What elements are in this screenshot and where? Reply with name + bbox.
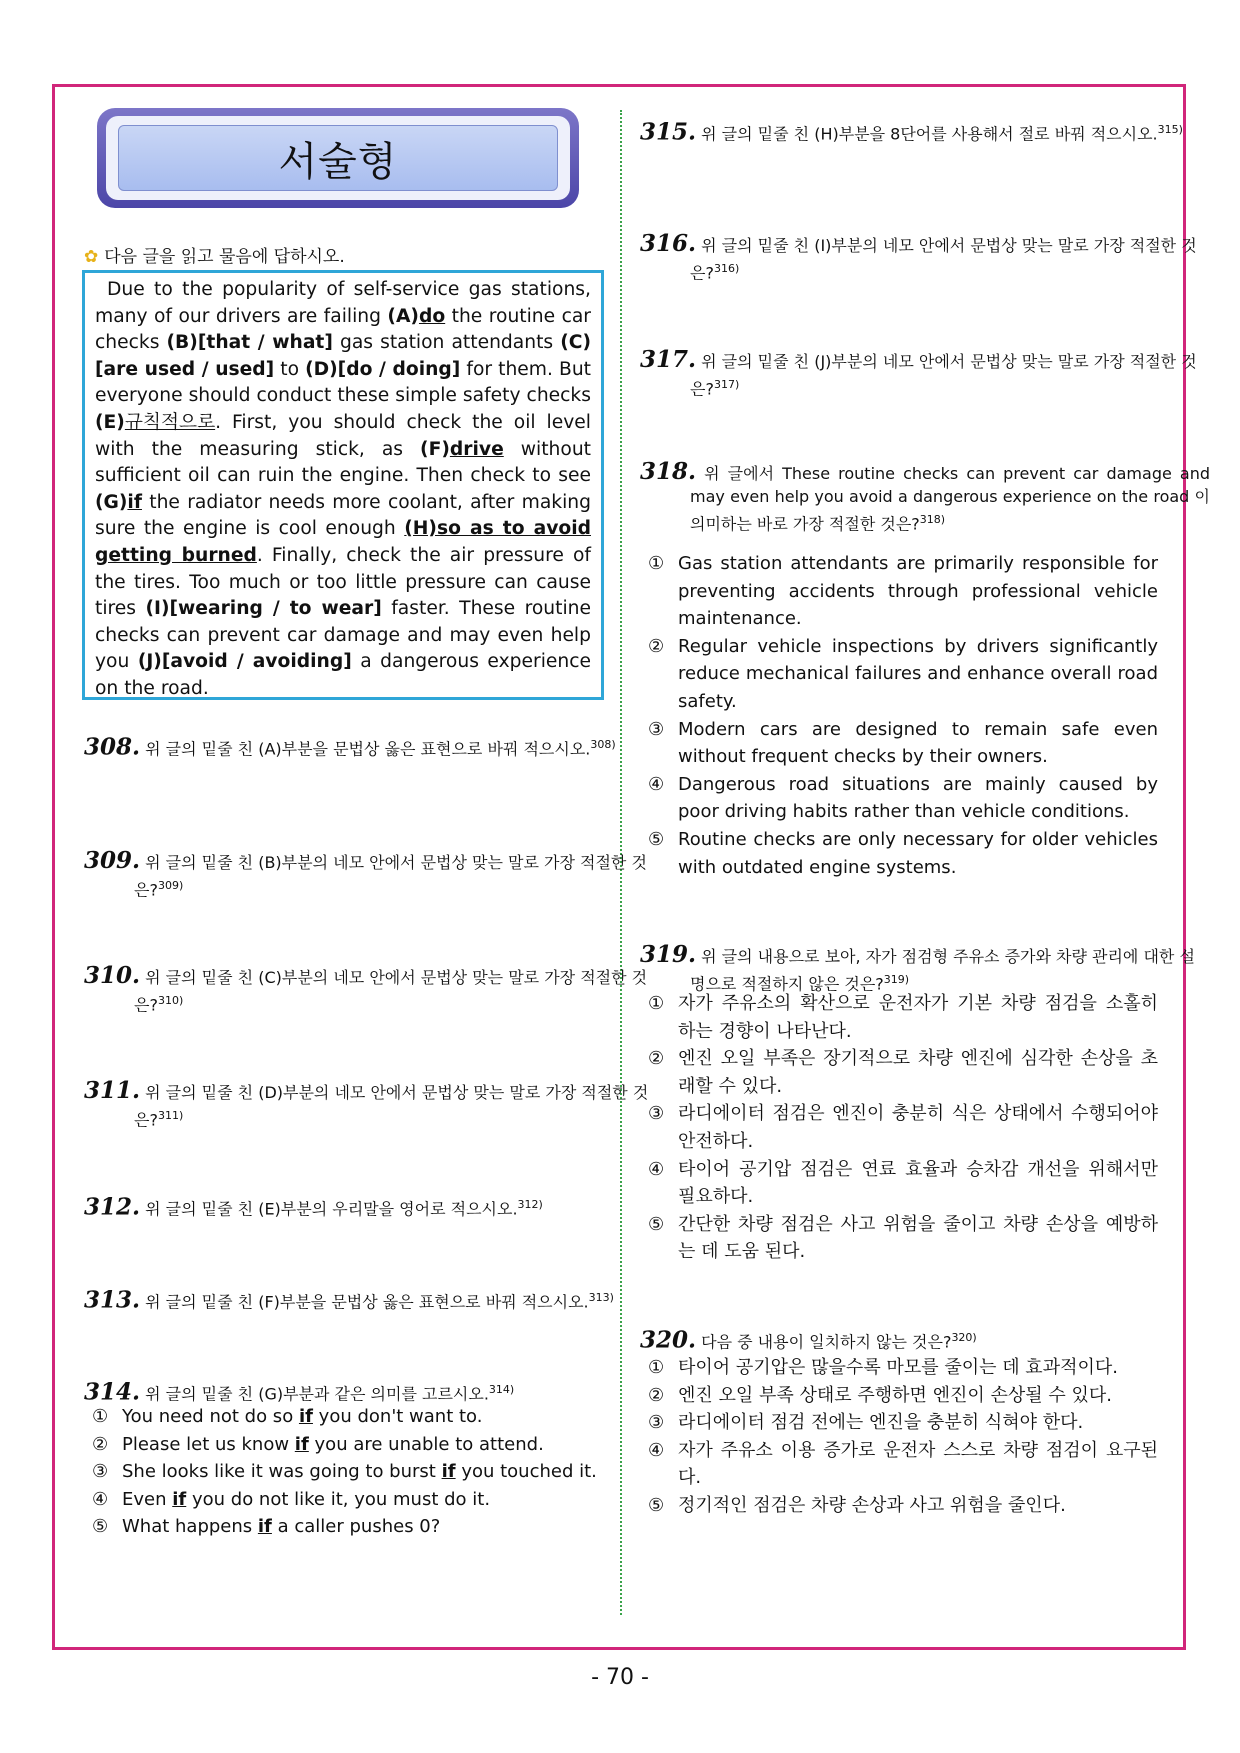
- question-315: 315. 위 글의 밑줄 친 (H)부분을 8단어를 사용해서 절로 바꿔 적으시오.$^{315)}$: [640, 118, 1183, 146]
- flower-icon: ✿: [84, 247, 99, 267]
- option-item[interactable]: ③ 라디에이터 점검 전에는 엔진을 충분히 식혀야 한다.: [648, 1412, 1084, 1434]
- underline-F: drive: [449, 438, 504, 460]
- option-item[interactable]: ③ She looks like it was going to burst if you touched it.: [92, 1461, 597, 1483]
- option-item[interactable]: ② Regular vehicle inspections by drivers significantly reduce mechanical failures and enhance overall road safety.: [648, 635, 1158, 712]
- page-number: - 70 -: [591, 1665, 649, 1690]
- option-item[interactable]: ② 엔진 오일 부족은 장기적으로 차량 엔진에 심각한 손상을 초래할 수 있다.: [648, 1048, 1158, 1097]
- options-320: [648, 1354, 1158, 1520]
- instruction: ✿ 다음 글을 읽고 물음에 답하시오.: [84, 247, 345, 267]
- option-item[interactable]: ④ 타이어 공기압 점검은 연료 효율과 승차감 개선을 위해서만 필요하다.: [648, 1158, 1158, 1208]
- underline-H: (H)so as to avoid getting burned: [95, 518, 591, 566]
- question-314: 314. 위 글의 밑줄 친 (G)부분과 같은 의미를 고르시오.$^{314)}$: [84, 1378, 515, 1406]
- option-item[interactable]: ① 타이어 공기압은 많을수록 마모를 줄이는 데 효과적이다.: [648, 1357, 1118, 1378]
- question-311: 311. 위 글의 밑줄 친 (D)부분의 네모 안에서 문법상 맞는 말로 가장 적절한 것은?$^{311)}$: [84, 1077, 649, 1130]
- option-item[interactable]: ⑤ 간단한 차량 점검은 사고 위험을 줄이고 차량 손상을 예방하는 데 도움 된다.: [648, 1213, 1158, 1263]
- option-item[interactable]: ⑤ Routine checks are only necessary for older vehicles with outdated engine systems.: [648, 828, 1158, 878]
- choice-D: (D)[do / doing]: [305, 358, 461, 380]
- question-317: 317. 위 글의 밑줄 친 (J)부분의 네모 안에서 문법상 맞는 말로 가장 적절한 것은?$^{317)}$: [640, 346, 1197, 399]
- underline-A: do: [418, 305, 446, 327]
- question-310: 310. 위 글의 밑줄 친 (C)부분의 네모 안에서 문법상 맞는 말로 가장 적절한 것은?$^{310)}$: [84, 962, 648, 1015]
- reading-passage: Due to the popularity of self-service gas stations, many of our drivers are failing (A)do the routine car checks (B)[that / what] gas station attendants (C)[are used / used] to (D)[do / doing] for them. But everyone should conduct these simple safety checks (E)규칙적으로. First, you should check the oil level with the measuring stick, as (F)drive without sufficient oil can ruin the engine. Then check to see (G)if the radiator needs more coolant, after making sure the engine is cool enough (H)so as to avoid getting burned. Finally, check the air pressure of the tires. Too much or too little pressure can cause tires (I)[wearing / to wear] faster. These routine checks can prevent car damage and may even help you (J)[avoid / avoiding] a dangerous experience on the road.: [82, 270, 604, 700]
- section-banner: [97, 108, 579, 208]
- question-308: 308. 위 글의 밑줄 친 (A)부분을 문법상 옳은 표현으로 바꿔 적으시오.$^{308)}$: [84, 733, 616, 761]
- question-312: 312. 위 글의 밑줄 친 (E)부분의 우리말을 영어로 적으시오.$^{312)}$: [84, 1193, 543, 1221]
- question-309: 309. 위 글의 밑줄 친 (B)부분의 네모 안에서 문법상 맞는 말로 가장 적절한 것은?$^{309)}$: [84, 847, 647, 900]
- options-318: [648, 550, 1158, 881]
- option-item[interactable]: ② 엔진 오일 부족 상태로 주행하면 엔진이 손상될 수 있다.: [648, 1384, 1113, 1406]
- option-item[interactable]: ③ 라디에이터 점검은 엔진이 충분히 식은 상태에서 수행되어야 안전하다.: [648, 1103, 1158, 1152]
- choice-B: (B)[that / what]: [166, 332, 333, 354]
- option-item[interactable]: ① You need not do so if you don't want to.: [92, 1406, 483, 1427]
- choice-C: (C)[are used / used]: [95, 332, 591, 380]
- option-item[interactable]: ③ Modern cars are designed to remain safe even without frequent checks by their owners.: [648, 718, 1158, 768]
- choice-J: (J)[avoid / avoiding]: [137, 651, 352, 673]
- options-314: [92, 1403, 602, 1541]
- underline-G: if: [127, 491, 142, 513]
- underline-E: 규칙적으로: [124, 411, 216, 433]
- option-item[interactable]: ④ 자가 주유소 이용 증가로 운전자 스스로 차량 점검이 요구된다.: [648, 1439, 1158, 1489]
- option-item[interactable]: ⑤ What happens if a caller pushes 0?: [92, 1516, 441, 1538]
- option-item[interactable]: ② Please let us know if you are unable to attend.: [92, 1433, 544, 1455]
- question-320: 320. 다음 중 내용이 일치하지 않는 것은?$^{320)}$: [640, 1326, 977, 1354]
- choice-I: (I)[wearing / to wear]: [145, 598, 382, 620]
- question-319: 319. 위 글의 내용으로 보아, 자가 점검형 주유소 증가와 차량 관리에 대한 설명으로 적절하지 않은 것은?$^{319)}$: [640, 941, 1195, 994]
- option-item[interactable]: ④ Dangerous road situations are mainly caused by poor driving habits rather than vehicle conditions.: [648, 773, 1158, 823]
- option-item[interactable]: ④ Even if you do not like it, you must do it.: [92, 1488, 491, 1510]
- question-316: 316. 위 글의 밑줄 친 (I)부분의 네모 안에서 문법상 맞는 말로 가장 적절한 것은?$^{316)}$: [640, 230, 1197, 283]
- option-item[interactable]: ⑤ 정기적인 점검은 차량 손상과 사고 위험을 줄인다.: [648, 1494, 1066, 1516]
- section-title: 서술형: [278, 138, 398, 185]
- options-319: [648, 990, 1158, 1266]
- question-313: 313. 위 글의 밑줄 친 (F)부분을 문법상 옳은 표현으로 바꿔 적으시오.$^{313)}$: [84, 1286, 614, 1314]
- option-item[interactable]: ① Gas station attendants are primarily responsible for preventing accidents through professional vehicle maintenance.: [648, 553, 1158, 630]
- question-318: 318. 위 글에서 These routine checks can prevent car damage and may even help you avoid a dangerous experience on the road 이 의미하는 바로 가장 적절한 것은?$^{318)}$: [640, 458, 1210, 534]
- option-item[interactable]: ① 자가 주유소의 확산으로 운전자가 기본 차량 점검을 소홀히 하는 경향이 나타난다.: [648, 993, 1158, 1042]
